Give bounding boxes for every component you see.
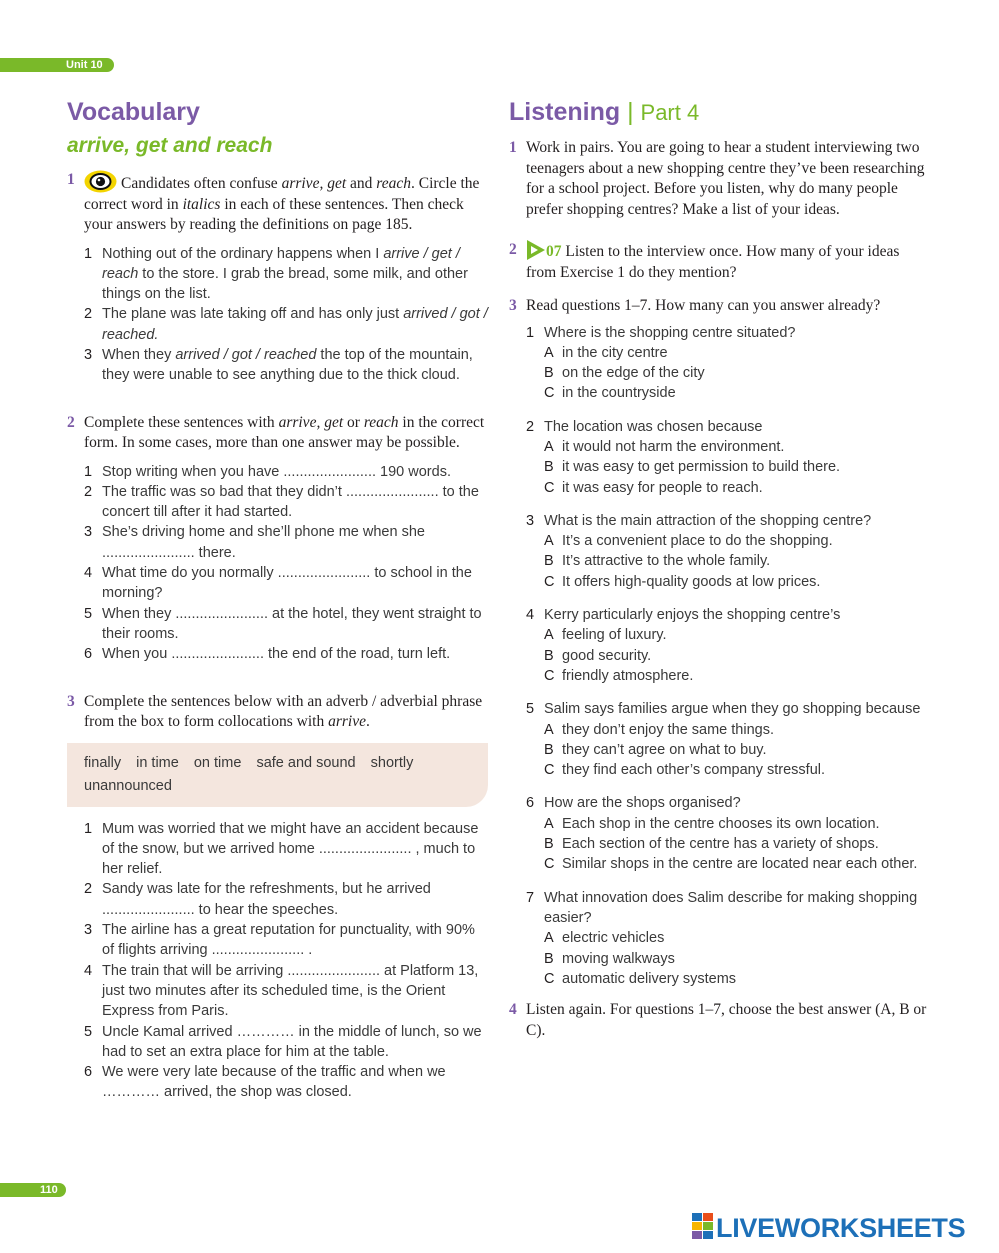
question-number: 1 (526, 324, 535, 341)
option-text: they find each other’s company stressful. (562, 762, 826, 779)
list-item (84, 244, 491, 305)
question-number: 2 (526, 418, 535, 435)
ex2-text-e: in the correct form. In some cases, more than one answer may be possible. (84, 413, 485, 452)
listening-section (509, 92, 929, 1041)
option-letter: B (544, 950, 554, 967)
item-text: the top of the mountain, they were unable to see anything due to the thick cloud. (102, 346, 473, 384)
liveworksheets-logo-icon (692, 1213, 714, 1241)
list-item (84, 345, 491, 386)
vocab-exercise-2 (67, 413, 491, 454)
ex-text: Read questions 1–7. How many can you answer already? (526, 297, 881, 314)
item-text: When they (102, 346, 176, 363)
option-letter: A (544, 344, 554, 361)
question-text: What innovation does Salim describe for making shopping easier? (544, 889, 918, 926)
option-letter: C (544, 762, 555, 779)
unit-label: Unit 10 (66, 59, 103, 71)
answer-option[interactable] (544, 969, 929, 989)
item-number: 2 (84, 306, 93, 323)
list-item (84, 961, 491, 1022)
item-number: 6 (84, 1064, 93, 1081)
answer-options (544, 625, 929, 686)
option-text: It’s attractive to the whole family. (562, 553, 771, 570)
item-choice[interactable]: arrived / got / reached (175, 346, 317, 363)
brand-text: LIVEWORKSHEETS (716, 1213, 966, 1243)
answer-option[interactable] (544, 343, 929, 363)
item-number: 5 (84, 1023, 93, 1040)
answer-option[interactable] (544, 383, 929, 403)
option-letter: B (544, 741, 554, 758)
list-item (84, 879, 491, 920)
option-letter: A (544, 721, 554, 738)
ex-text: Listen again. For questions 1–7, choose the best answer (A, B or C). (526, 1001, 927, 1039)
question-item (526, 323, 929, 404)
list-item (84, 819, 491, 880)
box-word: shortly (370, 754, 414, 771)
item-text: The plane was late taking off and has only just (102, 306, 404, 323)
question-text: How are the shops organised? (544, 795, 741, 812)
item-text: Stop writing when you have ....................... 190 words. (102, 463, 451, 480)
list-item (84, 563, 491, 604)
option-text: It offers high-quality goods at low prices. (562, 573, 821, 590)
title-separator: | (627, 98, 634, 126)
answer-option[interactable] (544, 478, 929, 498)
question-number: 4 (526, 607, 535, 624)
option-text: Similar shops in the centre are located near each other. (562, 856, 918, 873)
option-text: Each section of the centre has a variety of shops. (562, 836, 879, 853)
item-text: The train that will be arriving ....................... at Platform 13, just two minutes after its scheduled time, is the Orient Express from Paris. (102, 962, 479, 1020)
ex1-text-d: reach (376, 175, 411, 192)
answer-option[interactable] (544, 625, 929, 645)
option-text: automatic delivery systems (562, 970, 737, 987)
vocab-ex1-items (67, 244, 491, 386)
answer-option[interactable] (544, 814, 929, 834)
option-text: feeling of luxury. (562, 627, 667, 644)
item-text: Sandy was late for the refreshments, but he arrived ....................... to hear the speeches. (102, 881, 431, 918)
listening-exercise-2 (509, 240, 929, 283)
option-text: good security. (562, 647, 652, 664)
box-word: on time (193, 754, 242, 771)
question-item (526, 699, 929, 780)
word-box (67, 743, 488, 807)
option-text: on the edge of the city (562, 365, 705, 382)
answer-options (544, 928, 929, 989)
exam-eye-icon (84, 170, 117, 193)
ex1-text-f: italics (182, 195, 221, 213)
answer-option[interactable] (544, 834, 929, 854)
vocab-ex2-items (67, 462, 491, 665)
answer-option[interactable] (544, 720, 929, 740)
option-letter: A (544, 533, 554, 550)
item-choice[interactable]: arrived / got / reached. (102, 306, 488, 343)
option-letter: B (544, 365, 554, 382)
ex1-text-b: arrive, get (281, 175, 347, 192)
list-item (84, 304, 491, 345)
item-number: 1 (84, 820, 93, 837)
listening-exercise-1 (509, 138, 929, 220)
list-item (84, 462, 491, 482)
option-text: electric vehicles (562, 930, 665, 947)
ex2-text-a: Complete these sentences with (84, 413, 279, 431)
item-number: 4 (84, 962, 93, 979)
listening-part: Part 4 (640, 100, 700, 125)
option-text: in the countryside (562, 385, 676, 402)
answer-option[interactable] (544, 551, 929, 571)
question-list (509, 323, 929, 990)
option-letter: C (544, 479, 555, 496)
box-word: in time (136, 754, 179, 771)
exercise-number: 1 (67, 171, 75, 188)
question-item (526, 888, 929, 989)
item-text: Mum was worried that we might have an accident because of the snow, but we arrived home ....................... , much to her relief. (102, 820, 479, 878)
option-letter: A (544, 627, 554, 644)
option-letter: A (544, 930, 554, 947)
item-number: 2 (84, 483, 93, 500)
item-number: 1 (84, 463, 93, 480)
vocabulary-section (67, 92, 491, 1103)
option-letter: B (544, 459, 554, 476)
option-letter: B (544, 553, 554, 570)
vocab-ex3-items (67, 819, 491, 1103)
exercise-number: 3 (67, 692, 75, 710)
question-text: Salim says families argue when they go shopping because (544, 701, 921, 718)
unit-tab (0, 58, 114, 72)
answer-options (544, 437, 929, 498)
answer-option[interactable] (544, 740, 929, 760)
option-text: moving walkways (562, 950, 675, 967)
list-item (84, 920, 491, 961)
ex-text: Work in pairs. You are going to hear a student interviewing two teenagers about a new shopping centre they’ve been researching for a school project. Before you listen, why do many people prefer shopping centres? Make a list of your ideas. (526, 139, 925, 218)
question-number: 7 (526, 889, 535, 906)
item-number: 1 (84, 245, 93, 262)
listening-title-text: Listening (509, 98, 621, 126)
question-number: 3 (526, 512, 535, 529)
ex2-text-b: arrive, get (278, 413, 344, 431)
option-letter: C (544, 667, 555, 684)
item-text: When they ....................... at the hotel, they went straight to their rooms. (102, 605, 482, 642)
liveworksheets-brand[interactable] (692, 1213, 992, 1243)
option-letter: C (544, 856, 555, 873)
answer-options (544, 343, 929, 404)
answer-option[interactable] (544, 646, 929, 666)
ex1-text-g: in each of these sentences. Then check your answers by reading the definitions on page 185. (84, 195, 464, 233)
option-text: It’s a convenient place to do the shopping. (562, 533, 833, 550)
ex2-text-d: reach (363, 413, 399, 431)
item-number: 3 (84, 922, 93, 939)
option-letter: B (544, 647, 554, 664)
item-number: 2 (84, 881, 93, 898)
answer-options (544, 814, 929, 875)
option-text: it was easy for people to reach. (562, 479, 763, 496)
box-word: unannounced (84, 777, 172, 794)
ex2-text-c: or (343, 413, 364, 431)
option-text: in the city centre (562, 344, 668, 361)
option-text: Each shop in the centre chooses its own location. (562, 815, 880, 832)
option-letter: A (544, 438, 554, 455)
answer-options (544, 531, 929, 592)
question-text: Kerry particularly enjoys the shopping centre’s (544, 607, 841, 624)
vocab-exercise-3 (67, 692, 491, 733)
option-text: it was easy to get permission to build there. (562, 459, 841, 476)
option-letter: C (544, 970, 555, 987)
answer-option[interactable] (544, 572, 929, 592)
ex1-text-e: . Circle the correct word in (84, 175, 480, 213)
item-number: 3 (84, 346, 93, 363)
answer-option[interactable] (544, 949, 929, 969)
answer-option[interactable] (544, 363, 929, 383)
question-text: Where is the shopping centre situated? (544, 324, 796, 341)
exercise-number: 4 (509, 1001, 517, 1019)
ex1-text-a: Candidates often confuse (121, 175, 282, 192)
question-number: 5 (526, 701, 535, 718)
list-item (84, 644, 491, 664)
list-item (84, 604, 491, 645)
item-number: 5 (84, 605, 93, 622)
exercise-number: 1 (509, 139, 517, 156)
audio-track-number: 07 (546, 243, 562, 260)
item-choice[interactable]: arrive / get / reach (102, 245, 460, 282)
answer-option[interactable] (544, 854, 929, 874)
option-letter: C (544, 573, 555, 590)
question-item (526, 511, 929, 592)
page-number-tab (0, 1183, 66, 1197)
question-number: 6 (526, 795, 535, 812)
listening-title (509, 92, 929, 133)
option-text: friendly atmosphere. (562, 667, 694, 684)
list-item (84, 1062, 491, 1103)
option-letter: A (544, 815, 554, 832)
item-text: What time do you normally ....................... to school in the morning? (102, 565, 472, 602)
item-number: 6 (84, 646, 93, 663)
exercise-number: 2 (67, 413, 75, 431)
audio-play-icon[interactable] (526, 240, 546, 260)
answer-option[interactable] (544, 928, 929, 948)
ex3-text-c: . (365, 713, 370, 731)
item-text: to the store. I grab the bread, some milk, and other things on the list. (102, 265, 468, 303)
item-text: The traffic was so bad that they didn’t ....................... to the concert till after it had started. (102, 483, 479, 521)
item-text: Uncle Kamal arrived ………… in the middle of lunch, so we had to set an extra place for him at the table. (102, 1023, 482, 1060)
list-item (84, 522, 491, 563)
question-item (526, 793, 929, 874)
ex1-text-c: and (346, 175, 377, 192)
item-number: 4 (84, 565, 93, 582)
option-letter: C (544, 385, 555, 402)
vocabulary-title: Vocabulary (67, 98, 200, 126)
option-text: they don’t enjoy the same things. (562, 721, 774, 738)
answer-option[interactable] (544, 531, 929, 551)
list-item (84, 1022, 491, 1063)
box-word: safe and sound (256, 754, 356, 771)
item-text: Nothing out of the ordinary happens when I (102, 245, 384, 262)
option-letter: B (544, 836, 554, 853)
vocabulary-subtitle: arrive, get and reach (67, 134, 273, 157)
ex3-text-a: Complete the sentences below with an adverb / adverbial phrase from the box to form collocations with (84, 692, 483, 731)
answer-option[interactable] (544, 760, 929, 780)
item-text: We were very late because of the traffic and when we ………… arrived, the shop was closed. (102, 1064, 446, 1101)
question-text: The location was chosen because (544, 418, 763, 435)
question-item (526, 417, 929, 498)
listening-exercise-3 (509, 296, 929, 317)
item-text: She’s driving home and she’ll phone me when she ....................... there. (102, 524, 425, 561)
answer-options (544, 720, 929, 781)
box-word: finally (84, 754, 122, 771)
vocab-exercise-1 (67, 170, 491, 236)
option-text: it would not harm the environment. (562, 438, 785, 455)
question-text: What is the main attraction of the shopping centre? (544, 512, 872, 529)
exercise-number: 3 (509, 297, 517, 314)
page-number: 110 (40, 1184, 58, 1196)
ex3-text-b: arrive (328, 713, 366, 731)
exercise-number: 2 (509, 241, 517, 258)
item-text: When you ....................... the end of the road, turn left. (102, 646, 451, 663)
list-item (84, 482, 491, 523)
item-number: 3 (84, 524, 93, 541)
option-text: they can’t agree on what to buy. (562, 741, 767, 758)
listening-exercise-4 (509, 1000, 929, 1041)
item-text: The airline has a great reputation for punctuality, with 90% of flights arriving ....................... . (102, 922, 475, 959)
question-item (526, 605, 929, 686)
answer-option[interactable] (544, 666, 929, 686)
ex-text: Listen to the interview once. How many of your ideas from Exercise 1 do they mention? (526, 243, 900, 281)
answer-option[interactable] (544, 457, 929, 477)
answer-option[interactable] (544, 437, 929, 457)
